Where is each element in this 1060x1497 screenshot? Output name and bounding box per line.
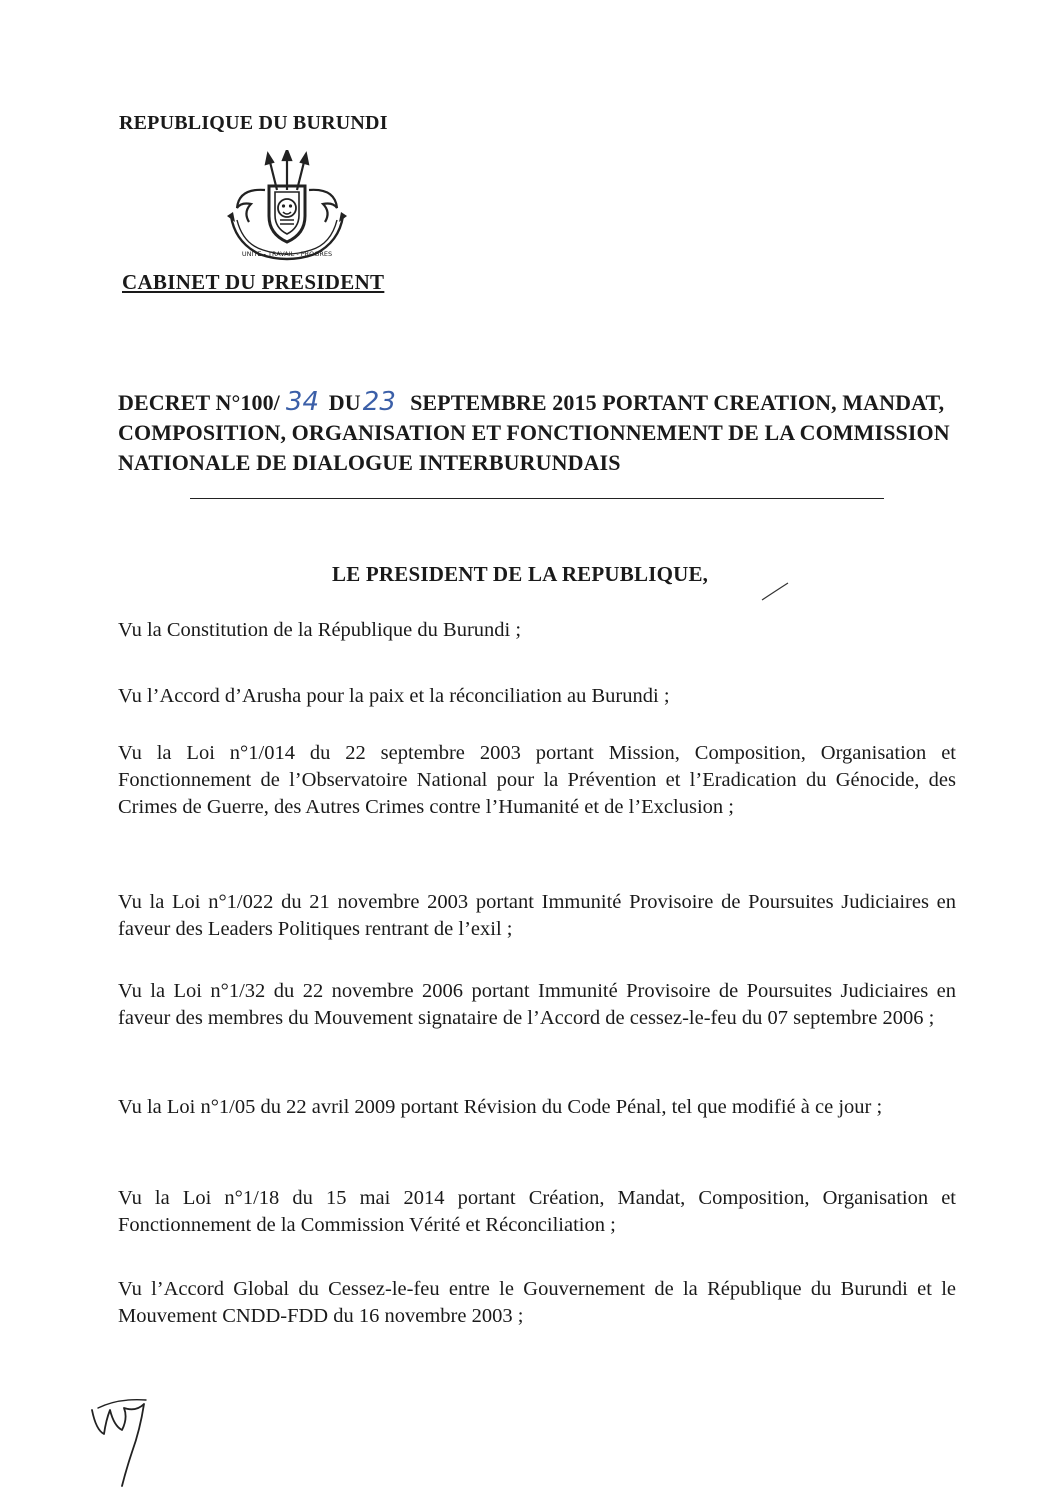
republic-heading: REPUBLIQUE DU BURUNDI — [119, 112, 388, 134]
consideration-paragraph: Vu l’Accord Global du Cessez-le-feu entre le Gouvernement de la République du Burundi et le Mouvement CNDD-FDD du 16 novembre 2003 ; — [118, 1278, 956, 1327]
consideration-paragraph: Vu l’Accord d’Arusha pour la paix et la réconciliation au Burundi ; — [118, 685, 670, 707]
coat-of-arms-icon — [225, 150, 350, 265]
consideration-paragraph: Vu la Constitution de la République du Burundi ; — [118, 619, 522, 641]
title-divider — [190, 498, 884, 499]
consideration-paragraph: Vu la Loi n°1/32 du 22 novembre 2006 portant Immunité Provisoire de Poursuites Judiciaires en faveur des membres du Mouvement signataire de l’Accord de cessez-le-feu du 07 septembre 2006 ; — [118, 980, 956, 1029]
cabinet-heading: CABINET DU PRESIDENT — [122, 270, 385, 294]
decree-title — [118, 387, 958, 478]
consideration-paragraph: Vu la Loi n°1/18 du 15 mai 2014 portant Création, Mandat, Composition, Organisation et Fonctionnement de la Commission Vérité et Réconciliation ; — [118, 1187, 956, 1236]
consideration-paragraph: Vu la Loi n°1/014 du 22 septembre 2003 portant Mission, Composition, Organisation et Fonctionnement de l’Observatoire National pour la Prévention et l’Eradication du Génocide, des Crimes de Guerre, des Autres Crimes contre l’Humanité et de l’Exclusion ; — [118, 742, 956, 818]
emblem-motto: UNITE - TRAVAIL - PROGRES — [241, 250, 333, 258]
consideration-paragraph: Vu la Loi n°1/05 du 22 avril 2009 portant Révision du Code Pénal, tel que modifié à ce jour ; — [118, 1096, 883, 1118]
handwritten-initials-icon — [88, 1390, 163, 1490]
decree-day-handwritten: 23 — [362, 387, 397, 417]
decree-number-prefix: DECRET N°100/ — [118, 390, 280, 415]
decree-du: DU — [328, 390, 361, 415]
pen-stroke-icon — [760, 580, 790, 604]
consideration-paragraph: Vu la Loi n°1/022 du 21 novembre 2003 portant Immunité Provisoire de Poursuites Judiciaires en faveur des Leaders Politiques rentrant de l’exil ; — [118, 891, 956, 940]
decree-number-handwritten: 34 — [285, 387, 320, 417]
president-heading: LE PRESIDENT DE LA REPUBLIQUE, — [332, 562, 709, 586]
decree-title-rest: SEPTEMBRE 2015 PORTANT CREATION, MANDAT, COMPOSITION, ORGANISATION ET FONCTIONNEMENT DE LA COMMISSION NATIONALE DE DIALOGUE INTERBURUNDAIS — [118, 390, 950, 475]
